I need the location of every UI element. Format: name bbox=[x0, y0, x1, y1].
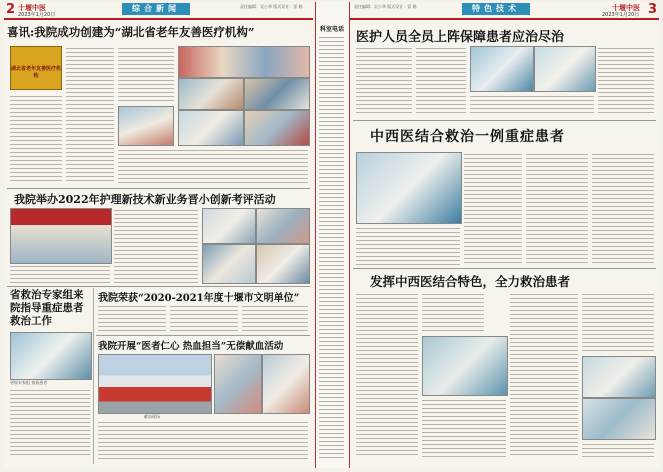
divider bbox=[93, 288, 94, 464]
caption: 省级专家组 查看患者 bbox=[10, 380, 48, 385]
right-header-bar bbox=[350, 2, 659, 20]
photo-expert-consult bbox=[10, 332, 92, 380]
photo-elderly-care bbox=[118, 106, 174, 146]
headline-nursing-contest: 我院举办2022年护理新技术新业务晋小创新考评活动 bbox=[14, 193, 276, 206]
article-text bbox=[356, 46, 412, 116]
article-text bbox=[170, 304, 238, 332]
article-text bbox=[98, 304, 166, 332]
headline-blood-donation: 我院开展“医者仁心 热血担当”无偿献血活动 bbox=[98, 341, 284, 352]
award-plaque bbox=[10, 46, 62, 90]
headline-tcm-western: 发挥中西医结合特色，全力救治患者 bbox=[370, 274, 571, 289]
photo-icu bbox=[582, 356, 656, 398]
article-text bbox=[582, 442, 654, 458]
photo-contest bbox=[202, 208, 256, 244]
photo-contest bbox=[256, 208, 310, 244]
photo-patient-treatment bbox=[356, 152, 462, 224]
divider bbox=[353, 120, 656, 121]
article-text bbox=[356, 292, 418, 458]
photo-donor bbox=[262, 354, 310, 414]
divider bbox=[353, 268, 656, 269]
right-date: 2023年1月20日 bbox=[602, 12, 640, 18]
left-page-number: 2 bbox=[6, 2, 16, 17]
phone-directory-list bbox=[319, 34, 344, 460]
divider bbox=[7, 286, 310, 287]
photo-medical-staff bbox=[534, 46, 596, 92]
phone-directory bbox=[315, 2, 350, 468]
article-text bbox=[66, 46, 114, 184]
left-paper-name: 十堰中医 bbox=[18, 3, 46, 12]
left-meta: 责任编辑：吴小华 版式设计：雷 娟 bbox=[240, 4, 303, 9]
article-text bbox=[356, 226, 460, 266]
photo-ceremony bbox=[178, 46, 310, 78]
photo-activity bbox=[244, 110, 310, 146]
article-text bbox=[526, 152, 588, 266]
left-section-label: 综合新闻 bbox=[122, 3, 190, 15]
left-header-bar bbox=[4, 2, 313, 20]
photo-blood-donation-bus bbox=[98, 354, 212, 414]
photo-medical-staff bbox=[470, 46, 534, 92]
article-text bbox=[10, 388, 90, 458]
article-text bbox=[510, 292, 578, 458]
photo-activity bbox=[178, 110, 244, 146]
headline-elderly-friendly: 喜讯:我院成功创建为“湖北省老年友善医疗机构” bbox=[7, 25, 255, 39]
plaque-text: 湖北省老年友善医疗机构 bbox=[11, 66, 62, 79]
right-section-label: 特色技术 bbox=[462, 3, 530, 15]
headline-severe-case: 中西医结合救治一例重症患者 bbox=[370, 129, 565, 145]
article-text bbox=[118, 148, 308, 184]
article-text bbox=[422, 398, 506, 458]
left-page bbox=[4, 2, 313, 468]
article-text bbox=[464, 152, 522, 266]
photo-contest-stage bbox=[10, 208, 112, 264]
right-page-number: 3 bbox=[648, 2, 658, 17]
phone-directory-title: 科室电话 bbox=[320, 26, 345, 33]
article-text bbox=[10, 94, 62, 184]
photo-contest bbox=[202, 244, 256, 284]
left-date: 2023年1月20日 bbox=[18, 12, 56, 18]
divider bbox=[7, 188, 310, 189]
right-meta: 责任编辑：吴小华 版式设计：雷 娟 bbox=[354, 4, 417, 9]
article-text bbox=[470, 94, 594, 116]
article-text bbox=[416, 46, 466, 116]
article-text bbox=[118, 46, 174, 102]
divider bbox=[96, 335, 310, 336]
article-text bbox=[592, 152, 654, 266]
headline-civilization-unit: 我院荣获“2020-2021年度十堰市文明单位” bbox=[98, 293, 300, 304]
article-text bbox=[98, 420, 308, 460]
article-text bbox=[114, 208, 198, 284]
photo-activity bbox=[244, 78, 310, 110]
article-text bbox=[598, 46, 654, 116]
headline-all-staff: 医护人员全员上阵保障患者应治尽治 bbox=[356, 30, 565, 45]
right-paper-name: 十堰中医 bbox=[612, 3, 640, 12]
article-text bbox=[582, 292, 654, 352]
headline-expert-group: 省救治专家组来院指导重症患者救治工作 bbox=[10, 289, 84, 327]
photo-donor bbox=[214, 354, 262, 414]
photo-contest bbox=[256, 244, 310, 284]
right-page bbox=[350, 2, 659, 468]
article-text bbox=[242, 304, 308, 332]
photo-ward bbox=[422, 336, 508, 396]
caption: 献血现场 bbox=[144, 414, 160, 419]
photo-icu bbox=[582, 398, 656, 440]
article-text bbox=[10, 264, 110, 284]
article-text bbox=[422, 292, 484, 332]
photo-activity bbox=[178, 78, 244, 110]
